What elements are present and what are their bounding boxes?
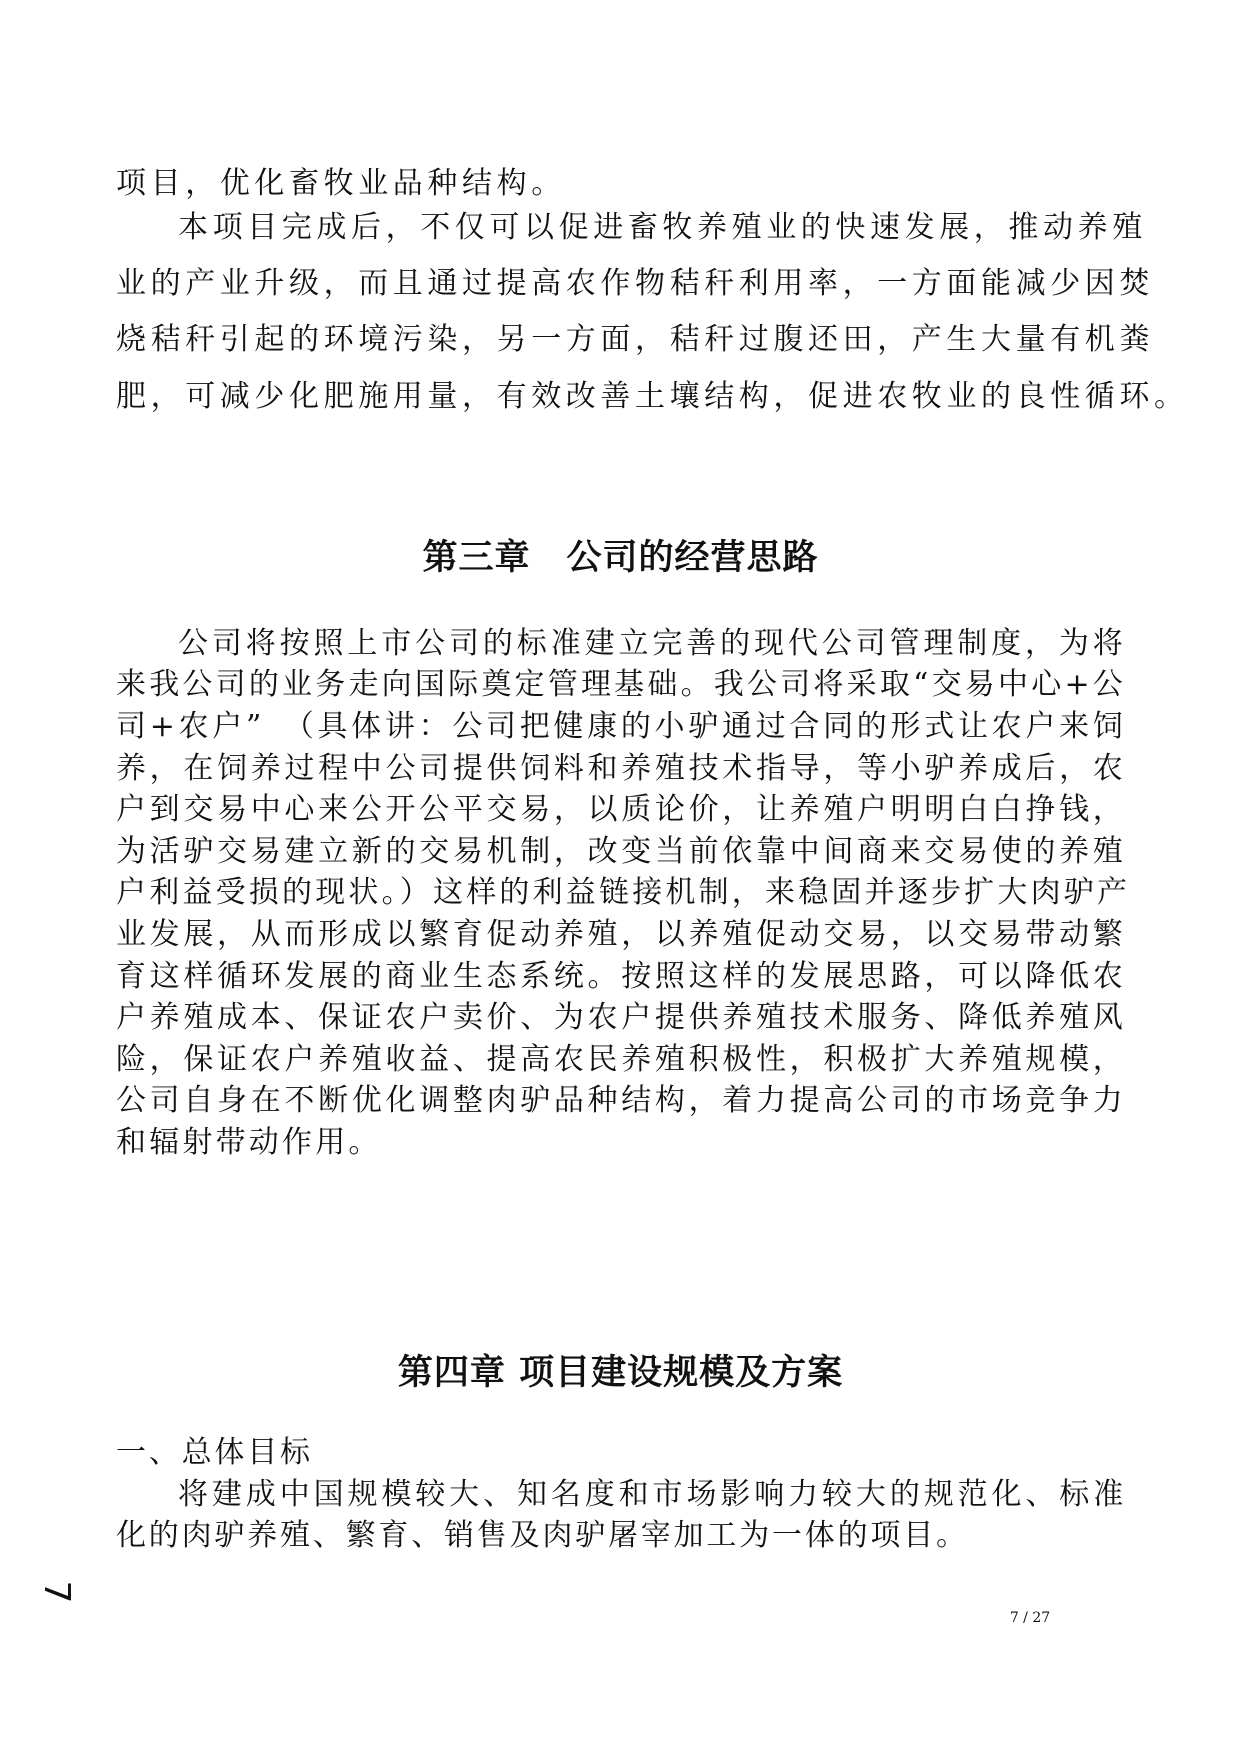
body-text-line: 来我公司的业务走向国际奠定管理基础。我公司将采取“交易中心+公 [116,667,1126,702]
body-text-line: 为活驴交易建立新的交易机制，改变当前依靠中间商来交易使的养殖 [116,834,1126,869]
page-number: 7 / 27 [1009,1610,1051,1626]
section-heading: 一、总体目标 [116,1435,313,1470]
body-text-line: 养，在饲养过程中公司提供饲料和养殖技术指导，等小驴养成后，农 [116,751,1126,786]
body-text-line: 户养殖成本、保证农户卖价、为农户提供养殖技术服务、降低养殖风 [116,1000,1126,1035]
body-text-line: 业发展，从而形成以繁育促动养殖，以养殖促动交易，以交易带动繁 [116,917,1126,952]
chapter-heading: 第四章 项目建设规模及方案 [397,1353,844,1393]
body-text-line: 公司自身在不断优化调整肉驴品种结构，着力提高公司的市场竞争力 [116,1083,1126,1118]
margin-page-mark: 7 [36,1580,77,1604]
body-text-line: 险，保证农户养殖收益、提高农民养殖积极性，积极扩大养殖规模， [116,1042,1126,1077]
body-text-line: 烧秸秆引起的环境污染，另一方面，秸秆过腹还田，产生大量有机粪 [116,322,1154,357]
body-text-line: 户到交易中心来公开公平交易，以质论价，让养殖户明明白白挣钱， [116,792,1126,827]
body-text-line: 将建成中国规模较大、知名度和市场影响力较大的规范化、标准 [178,1477,1126,1512]
body-text-line: 公司将按照上市公司的标准建立完善的现代公司管理制度，为将 [178,626,1126,661]
body-text-line: 肥，可减少化肥施用量，有效改善土壤结构，促进农牧业的良性循环。 [116,379,1189,414]
body-text-line: 本项目完成后，不仅可以促进畜牧养殖业的快速发展，推动养殖 [178,210,1147,245]
body-text-line: 项目，优化畜牧业品种结构。 [116,166,566,201]
body-text-line: 化的肉驴养殖、繁育、销售及肉驴屠宰加工为一体的项目。 [116,1518,969,1553]
chapter-heading: 第三章 公司的经营思路 [422,538,819,578]
body-text-line: 户利益受损的现状。）这样的利益链接机制，来稳固并逐步扩大肉驴产 [116,875,1131,910]
body-text-line: 业的产业升级，而且通过提高农作物秸秆利用率，一方面能减少因焚 [116,266,1154,301]
body-text-line: 和辐射带动作用。 [116,1125,382,1160]
body-text-line: 司+农户” （具体讲：公司把健康的小驴通过合同的形式让农户来饲 [116,709,1126,744]
body-text-line: 育这样循环发展的商业生态系统。按照这样的发展思路，可以降低农 [116,959,1126,994]
